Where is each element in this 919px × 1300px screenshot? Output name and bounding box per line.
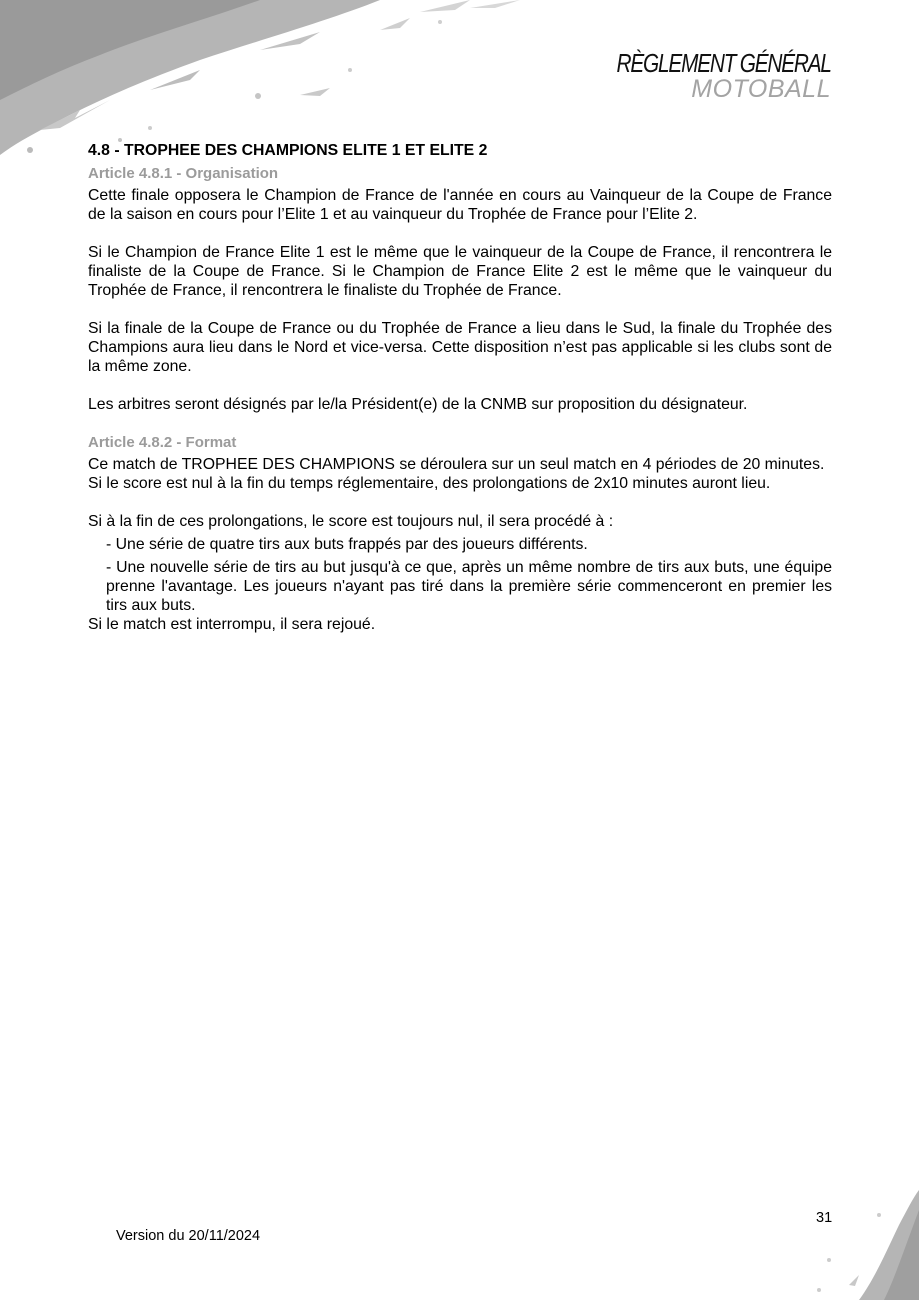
article-title-format: Article 4.8.2 - Format xyxy=(88,434,237,451)
document-brand xyxy=(563,50,831,102)
paragraph: Cette finale opposera le Champion de France de l'année en cours au Vainqueur de la Coupe de France de la saison en cours pour l’Elite 1 et au vainqueur du Trophée de France pour l’Elite 2. xyxy=(88,187,832,223)
article-title-organisation: Article 4.8.1 - Organisation xyxy=(88,165,279,182)
list-item: - Une série de quatre tirs aux buts frappés par des joueurs différents. xyxy=(106,536,588,553)
grunge-corner-decoration-bottom xyxy=(759,1190,919,1300)
paragraph: Si le score est nul à la fin du temps réglementaire, des prolongations de 2x10 minutes auront lieu. xyxy=(88,475,771,492)
paragraph: Si le Champion de France Elite 1 est le même que le vainqueur de la Coupe de France, il rencontrera le finaliste de la Coupe de France. Si le Champion de France Elite 2 est le même que le vainqueur du Trophée de France, il rencontrera le finaliste du Trophée de France. xyxy=(88,244,832,299)
paragraph: Ce match de TROPHEE DES CHAMPIONS se déroulera sur un seul match en 4 périodes de 20 minutes. xyxy=(88,456,825,473)
paragraph: Si à la fin de ces prolongations, le score est toujours nul, il sera procédé à : xyxy=(88,513,614,530)
paragraph: Les arbitres seront désignés par le/la Président(e) de la CNMB sur proposition du désignateur. xyxy=(88,396,748,413)
brand-subtitle: MOTOBALL xyxy=(691,75,831,103)
paragraph: Si la finale de la Coupe de France ou du Trophée de France a lieu dans le Sud, la finale du Trophée des Champions aura lieu dans le Nord et vice-versa. Cette disposition n’est pas applicable si les clubs sont de la même zone. xyxy=(88,320,832,375)
document-body xyxy=(88,141,832,634)
page-number: 31 xyxy=(816,1210,833,1226)
paragraph: Si le match est interrompu, il sera rejoué. xyxy=(88,616,376,633)
brand-title: RÈGLEMENT GÉNÉRAL xyxy=(616,48,831,78)
list-item: - Une nouvelle série de tirs au but jusqu'à ce que, après un même nombre de tirs aux buts, une équipe prenne l'avantage. Les joueurs n'ayant pas tiré dans la première série commenceront en premier les tirs aux buts. xyxy=(106,559,832,614)
section-title: 4.8 - TROPHEE DES CHAMPIONS ELITE 1 ET ELITE 2 xyxy=(88,142,488,159)
version-footer: Version du 20/11/2024 xyxy=(116,1228,261,1244)
procedure-list xyxy=(88,535,832,615)
